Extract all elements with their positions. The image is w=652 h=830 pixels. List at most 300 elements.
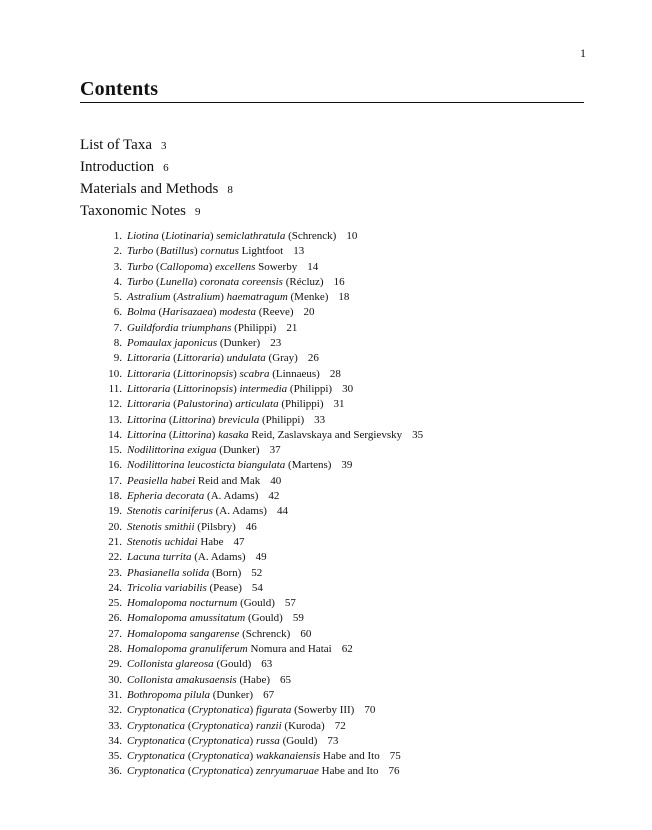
taxon-number: 13. <box>108 413 122 426</box>
taxon-page-number: 52 <box>251 566 263 579</box>
taxon-name-text: (Reeve) <box>255 306 294 319</box>
taxon-name <box>127 735 317 747</box>
taxon-name-text: ( <box>185 765 192 778</box>
taxon-name-text: ) <box>211 413 219 426</box>
section-entry[interactable] <box>80 200 233 222</box>
taxon-number: 23. <box>108 566 122 579</box>
taxon-number: 5. <box>113 291 122 304</box>
taxon-name-text: (Gould) <box>237 597 275 610</box>
taxon-page-number: 18 <box>338 291 350 304</box>
taxon-name <box>127 521 236 533</box>
taxon-name-italic: Batillus <box>159 245 194 258</box>
taxon-name-italic: Epheria decorata <box>127 490 205 503</box>
taxon-name <box>127 597 275 609</box>
taxon-name <box>127 612 283 624</box>
taxon-number: 35. <box>108 750 122 763</box>
taxon-name-text: ) <box>208 260 216 273</box>
taxon-name-italic: Guildfordia triumphans <box>127 321 232 334</box>
taxon-name-text: ) <box>249 719 256 732</box>
taxon-name-text: (Schrenck) <box>285 230 337 242</box>
taxon-name-italic: Nodilittorina exigua <box>127 444 217 457</box>
taxon-name-text: (Philippi) <box>259 413 305 426</box>
taxon-entry[interactable] <box>100 596 423 611</box>
taxon-name-italic: Cryptonatica <box>191 719 250 732</box>
taxon-name-text: (Kuroda) <box>281 719 325 732</box>
taxon-name-text: (Menke) <box>287 291 329 304</box>
taxon-name-italic: excellens <box>215 260 256 273</box>
section-label: List of Taxa <box>80 137 152 153</box>
taxon-number: 4. <box>113 275 122 288</box>
taxon-name-text: (A. Adams) <box>204 490 259 503</box>
taxon-name-text: ( <box>166 428 173 441</box>
taxon-name-italic: Astralium <box>127 291 171 304</box>
taxon-name-italic: Turbo <box>127 245 154 258</box>
section-page-number: 9 <box>195 206 201 218</box>
taxa-list <box>100 229 423 780</box>
taxon-name-italic: Stenotis cariniferus <box>127 505 213 518</box>
taxon-name <box>127 459 331 471</box>
taxon-name-italic: Homalopoma nocturnum <box>127 597 238 610</box>
taxon-page-number: 16 <box>333 275 345 288</box>
taxon-name-italic: Homalopoma granuliferum <box>127 643 248 656</box>
section-label: Introduction <box>80 159 155 175</box>
taxon-number: 11. <box>108 382 122 395</box>
taxon-entry[interactable] <box>100 611 423 626</box>
taxon-name-text: ( <box>185 719 192 732</box>
taxon-name <box>127 582 242 594</box>
taxon-entry[interactable] <box>100 367 423 382</box>
taxon-page-number: 65 <box>280 673 291 686</box>
taxon-name-italic: Littorinopsis <box>176 382 234 395</box>
taxon-name-italic: Callopoma <box>159 260 209 273</box>
taxon-page-number: 20 <box>303 306 315 319</box>
taxon-name-italic: ranzii <box>255 719 282 732</box>
page-number: 1 <box>580 46 586 60</box>
taxon-name-italic: figurata <box>255 704 292 717</box>
taxon-page-number: 75 <box>389 750 401 763</box>
taxon-page-number: 54 <box>251 581 263 594</box>
taxon-name-italic: Turbo <box>127 275 154 288</box>
taxon-entry[interactable] <box>100 489 423 504</box>
taxon-entry[interactable] <box>100 260 423 275</box>
taxon-page-number: 67 <box>263 688 275 701</box>
taxon-name-text: Habe and Ito <box>318 765 379 778</box>
taxon-name-text: (A. Adams) <box>212 505 267 518</box>
taxon-page-number: 44 <box>276 505 288 518</box>
taxon-name-italic: Cryptonatica <box>127 704 186 717</box>
taxon-page-number: 42 <box>268 490 280 503</box>
taxon-name-text: ) <box>193 275 200 288</box>
taxon-name-text: (Martens) <box>285 459 332 472</box>
taxon-name <box>127 505 267 517</box>
taxon-entry[interactable] <box>100 504 423 519</box>
taxon-name <box>127 658 251 670</box>
taxon-name-italic: Littoraria <box>127 367 171 380</box>
taxon-name <box>127 689 253 701</box>
taxon-name <box>127 628 290 640</box>
taxon-name <box>127 765 378 777</box>
taxon-number: 7. <box>113 321 122 334</box>
title-rule <box>80 102 584 103</box>
taxon-entry[interactable] <box>100 229 423 244</box>
taxon-entry[interactable] <box>100 688 423 703</box>
section-page-number: 3 <box>161 140 167 152</box>
taxon-name-text: ) <box>233 367 240 380</box>
taxon-page-number: 60 <box>300 627 312 640</box>
taxon-number: 31. <box>108 688 122 701</box>
taxon-name-text: ( <box>166 413 173 426</box>
taxon-name-text: (Gould) <box>279 734 318 747</box>
taxon-entry[interactable] <box>100 734 423 749</box>
taxon-number: 1. <box>113 230 122 242</box>
taxon-name-italic: Harisazaea <box>162 306 213 319</box>
taxon-name-italic: Phasianella solida <box>127 566 210 579</box>
taxon-number: 32. <box>108 704 122 717</box>
taxon-entry[interactable] <box>100 382 423 397</box>
taxon-name-text: ( <box>158 230 166 242</box>
taxon-number: 21. <box>108 535 122 548</box>
taxon-name-italic: Bolma <box>127 306 156 319</box>
taxon-name-text: ( <box>170 291 177 304</box>
taxon-name-text: Sowerby <box>255 260 298 273</box>
taxon-number: 9. <box>113 352 122 365</box>
taxon-name-italic: Liotinaria <box>165 230 210 242</box>
taxon-name-italic: Stenotis uchidai <box>127 535 198 548</box>
taxon-entry[interactable] <box>100 719 423 734</box>
sections-list <box>80 134 233 222</box>
taxon-name-text: (Pease) <box>206 581 242 594</box>
taxon-number: 36. <box>108 765 122 778</box>
taxon-name-italic: Liotina <box>127 230 159 242</box>
taxon-name <box>127 261 297 273</box>
taxon-number: 8. <box>113 337 122 350</box>
taxon-name <box>127 475 260 487</box>
taxon-name-text: (Pilsbry) <box>194 520 236 533</box>
taxon-page-number: 28 <box>329 367 341 380</box>
taxon-page-number: 14 <box>307 260 319 273</box>
taxon-page-number: 10 <box>346 230 358 242</box>
taxon-entry[interactable] <box>100 321 423 336</box>
taxon-name-text: ( <box>170 367 177 380</box>
taxon-entry[interactable] <box>100 244 423 259</box>
taxon-name-italic: Lunella <box>159 275 194 288</box>
taxon-name-text: (Récluz) <box>282 275 324 288</box>
taxon-name <box>127 245 283 257</box>
taxon-name-italic: Cryptonatica <box>191 734 250 747</box>
taxon-name-text: ) <box>233 382 240 395</box>
taxon-number: 26. <box>108 612 122 625</box>
taxon-number: 15. <box>108 444 122 457</box>
section-label: Taxonomic Notes <box>80 203 187 219</box>
taxon-name-italic: Littorina <box>172 413 212 426</box>
section-label: Materials and Methods <box>80 181 219 197</box>
taxon-name-italic: Turbo <box>127 260 154 273</box>
taxon-number: 6. <box>113 306 122 319</box>
taxon-page-number: 72 <box>334 719 346 732</box>
taxon-entry[interactable] <box>100 642 423 657</box>
taxon-name-text: ( <box>185 734 192 747</box>
taxon-number: 30. <box>108 673 122 686</box>
taxon-name-text: (Philippi) <box>231 321 277 334</box>
taxon-page-number: 35 <box>412 428 424 441</box>
taxon-name-text: ( <box>185 750 192 763</box>
taxon-entry[interactable] <box>100 703 423 718</box>
taxon-name-italic: scabra <box>239 367 270 380</box>
section-page-number: 8 <box>227 184 233 196</box>
taxon-name-italic: Cryptonatica <box>191 750 250 763</box>
taxon-number: 34. <box>108 734 122 747</box>
taxon-name-text: Nomura and Hatai <box>247 643 332 656</box>
taxon-number: 17. <box>108 474 122 487</box>
taxon-number: 22. <box>108 551 122 564</box>
taxon-page-number: 39 <box>341 459 353 472</box>
taxon-page-number: 59 <box>292 612 304 625</box>
taxon-name-text: ( <box>170 382 177 395</box>
taxon-name-text: (Gray) <box>265 352 298 365</box>
taxon-name-italic: Bothropoma pilula <box>127 688 211 701</box>
taxon-entry[interactable] <box>100 550 423 565</box>
taxon-entry[interactable] <box>100 397 423 412</box>
taxon-name-italic: Homalopoma sangarense <box>127 627 240 640</box>
taxon-name-italic: cornutus <box>200 245 239 258</box>
taxon-name-text: ) <box>249 765 256 778</box>
taxon-page-number: 37 <box>269 444 281 457</box>
taxon-name-italic: Collonista glareosa <box>127 658 214 671</box>
taxon-name-italic: intermedia <box>239 382 288 395</box>
taxon-name-text: ) <box>211 428 219 441</box>
taxon-name-text: ) <box>220 352 227 365</box>
taxon-page-number: 49 <box>255 551 267 564</box>
taxon-name-italic: Collonista amakusaensis <box>127 673 237 686</box>
taxon-name <box>127 414 304 426</box>
taxon-name-text: Lightfoot <box>238 245 284 258</box>
taxon-entry[interactable] <box>100 749 423 764</box>
taxon-name-text: ( <box>155 306 163 319</box>
taxon-name-italic: Pomaulax japonicus <box>127 337 218 350</box>
taxon-entry[interactable] <box>100 535 423 550</box>
taxon-number: 20. <box>108 520 122 533</box>
taxon-name-italic: Peasiella habei <box>127 474 196 487</box>
taxon-name-italic: Littoraria <box>127 382 171 395</box>
taxon-name-text: ( <box>170 398 177 411</box>
taxon-name-italic: undulata <box>226 352 266 365</box>
taxon-name-italic: Littorina <box>127 428 167 441</box>
taxon-page-number: 76 <box>388 765 400 778</box>
taxon-page-number: 47 <box>233 535 245 548</box>
taxon-name <box>127 291 328 303</box>
taxon-name-italic: Cryptonatica <box>127 750 186 763</box>
section-entry[interactable] <box>80 178 233 200</box>
taxon-name <box>127 704 354 716</box>
taxon-name-italic: wakkanaiensis <box>255 750 321 763</box>
taxon-name-text: Reid, Zaslavskaya and Sergievsky <box>248 428 403 441</box>
taxon-number: 18. <box>108 490 122 503</box>
taxon-name-italic: Cryptonatica <box>127 765 186 778</box>
taxon-name <box>127 551 246 563</box>
taxon-name <box>127 368 320 380</box>
taxon-number: 33. <box>108 719 122 732</box>
taxon-entry[interactable] <box>100 458 423 473</box>
taxon-page-number: 70 <box>364 704 376 717</box>
taxon-page-number: 33 <box>314 413 326 426</box>
taxon-name <box>127 444 260 456</box>
taxon-name-italic: Nodilittorina leucosticta biangulata <box>127 459 286 472</box>
taxon-name-text: ( <box>153 245 160 258</box>
taxon-page-number: 26 <box>307 352 319 365</box>
taxon-page-number: 57 <box>284 597 296 610</box>
taxon-page-number: 30 <box>342 382 354 395</box>
section-page-number: 6 <box>163 162 169 174</box>
taxon-name-text: ) <box>249 704 256 717</box>
taxon-name <box>127 536 224 548</box>
taxon-name <box>127 383 332 395</box>
taxon-entry[interactable] <box>100 520 423 535</box>
taxon-number: 3. <box>113 260 122 273</box>
taxon-name-text: ) <box>220 291 227 304</box>
taxon-name-italic: Littorina <box>127 413 167 426</box>
taxon-name-text: (Philippi) <box>287 382 333 395</box>
taxon-name-text: ( <box>185 704 192 717</box>
taxon-name-italic: Homalopoma amussitatum <box>127 612 246 625</box>
taxon-name-italic: Cryptonatica <box>191 765 250 778</box>
taxon-name-text: ) <box>249 734 256 747</box>
taxon-name <box>127 306 294 318</box>
taxon-name-text: (Linnaeus) <box>269 367 320 380</box>
taxon-number: 12. <box>108 398 122 411</box>
taxon-name-italic: Stenotis smithii <box>127 520 195 533</box>
taxon-number: 24. <box>108 581 122 594</box>
taxon-name <box>127 750 380 762</box>
taxon-number: 27. <box>108 627 122 640</box>
taxon-name-text: (A. Adams) <box>191 551 246 564</box>
taxon-number: 14. <box>108 428 122 441</box>
taxon-number: 10. <box>108 367 122 380</box>
taxon-name-italic: articulata <box>235 398 279 411</box>
taxon-name-italic: Littorina <box>172 428 212 441</box>
taxon-page-number: 13 <box>293 245 305 258</box>
taxon-name-italic: kasaka <box>218 428 249 441</box>
taxon-name-italic: Cryptonatica <box>127 719 186 732</box>
taxon-name-text: (Philippi) <box>278 398 324 411</box>
taxon-entry[interactable] <box>100 764 423 779</box>
taxon-name <box>127 230 336 242</box>
taxon-entry[interactable] <box>100 336 423 351</box>
taxon-name-italic: Littorinopsis <box>176 367 234 380</box>
taxon-number: 29. <box>108 658 122 671</box>
section-entry[interactable] <box>80 156 233 178</box>
taxon-entry[interactable] <box>100 657 423 672</box>
taxon-name-text: ) <box>193 245 201 258</box>
taxon-entry[interactable] <box>100 275 423 290</box>
taxon-name-text: (Gould) <box>245 612 283 625</box>
taxon-name <box>127 429 402 441</box>
taxon-name-text: (Gould) <box>213 658 252 671</box>
taxon-name-text: Reid and Mak <box>195 474 261 487</box>
taxon-name-italic: russa <box>255 734 280 747</box>
taxon-name-text: (Dunker) <box>216 444 260 457</box>
taxon-name-text: (Born) <box>209 566 242 579</box>
taxon-name-text: (Sowerby III) <box>291 704 355 717</box>
taxon-page-number: 40 <box>270 474 282 487</box>
taxon-name-italic: modesta <box>219 306 256 319</box>
taxon-name-italic: Littoraria <box>127 398 171 411</box>
taxon-entry[interactable] <box>100 566 423 581</box>
taxon-name <box>127 643 332 655</box>
taxon-name-italic: zenryumaruae <box>255 765 319 778</box>
contents-title: Contents <box>80 78 159 100</box>
taxon-name-italic: Littoraria <box>127 352 171 365</box>
taxon-name <box>127 720 325 732</box>
taxon-name <box>127 337 260 349</box>
taxon-name <box>127 398 324 410</box>
taxon-name <box>127 322 276 334</box>
taxon-page-number: 63 <box>261 658 273 671</box>
taxon-entry[interactable] <box>100 305 423 320</box>
taxon-name-text: Habe and Ito <box>320 750 380 763</box>
taxon-name <box>127 276 324 288</box>
taxon-name-italic: Cryptonatica <box>191 704 250 717</box>
taxon-entry[interactable] <box>100 443 423 458</box>
taxon-entry[interactable] <box>100 627 423 642</box>
taxon-name-italic: haematragum <box>226 291 288 304</box>
taxon-name-italic: semiclathratula <box>216 230 286 242</box>
taxon-name-text: ( <box>153 275 160 288</box>
taxon-name-italic: Astralium <box>176 291 221 304</box>
taxon-name-italic: Cryptonatica <box>127 734 186 747</box>
taxon-page-number: 62 <box>341 643 353 656</box>
taxon-page-number: 23 <box>270 337 282 350</box>
taxon-number: 28. <box>108 643 122 656</box>
taxon-page-number: 46 <box>245 520 257 533</box>
taxon-name-text: ( <box>153 260 160 273</box>
taxon-name <box>127 567 241 579</box>
taxon-name-text: ) <box>209 230 217 242</box>
taxon-name-text: (Dunker) <box>217 337 261 350</box>
taxon-name-text: ) <box>249 750 256 763</box>
taxon-page-number: 73 <box>327 734 339 747</box>
taxon-name <box>127 674 270 686</box>
taxon-entry[interactable] <box>100 581 423 596</box>
taxon-number: 16. <box>108 459 122 472</box>
taxon-number: 2. <box>113 245 122 258</box>
section-entry[interactable] <box>80 134 233 156</box>
taxon-page-number: 21 <box>286 321 298 334</box>
taxon-entry[interactable] <box>100 351 423 366</box>
taxon-number: 25. <box>108 597 122 610</box>
taxon-name-italic: Palustorina <box>176 398 229 411</box>
taxon-entry[interactable] <box>100 673 423 688</box>
taxon-name-text: ) <box>228 398 236 411</box>
taxon-entry[interactable] <box>100 474 423 489</box>
taxon-entry[interactable] <box>100 290 423 305</box>
taxon-name-text: ) <box>212 306 220 319</box>
taxon-name-text: (Schrenck) <box>239 627 291 640</box>
taxon-name-italic: Tricolia variabilis <box>127 581 207 594</box>
taxon-name-italic: brevicula <box>218 413 260 426</box>
taxon-name-text: Habe <box>197 535 224 548</box>
taxon-name <box>127 490 258 502</box>
taxon-name-italic: coronata coreensis <box>199 275 283 288</box>
taxon-name-italic: Littoraria <box>176 352 221 365</box>
taxon-name <box>127 352 298 364</box>
taxon-entry[interactable] <box>100 428 423 443</box>
taxon-name-text: (Habe) <box>236 673 270 686</box>
taxon-entry[interactable] <box>100 413 423 428</box>
taxon-number: 19. <box>108 505 122 518</box>
taxon-name-text: ( <box>170 352 177 365</box>
taxon-page-number: 31 <box>333 398 345 411</box>
taxon-name-italic: Lacuna turrita <box>127 551 192 564</box>
